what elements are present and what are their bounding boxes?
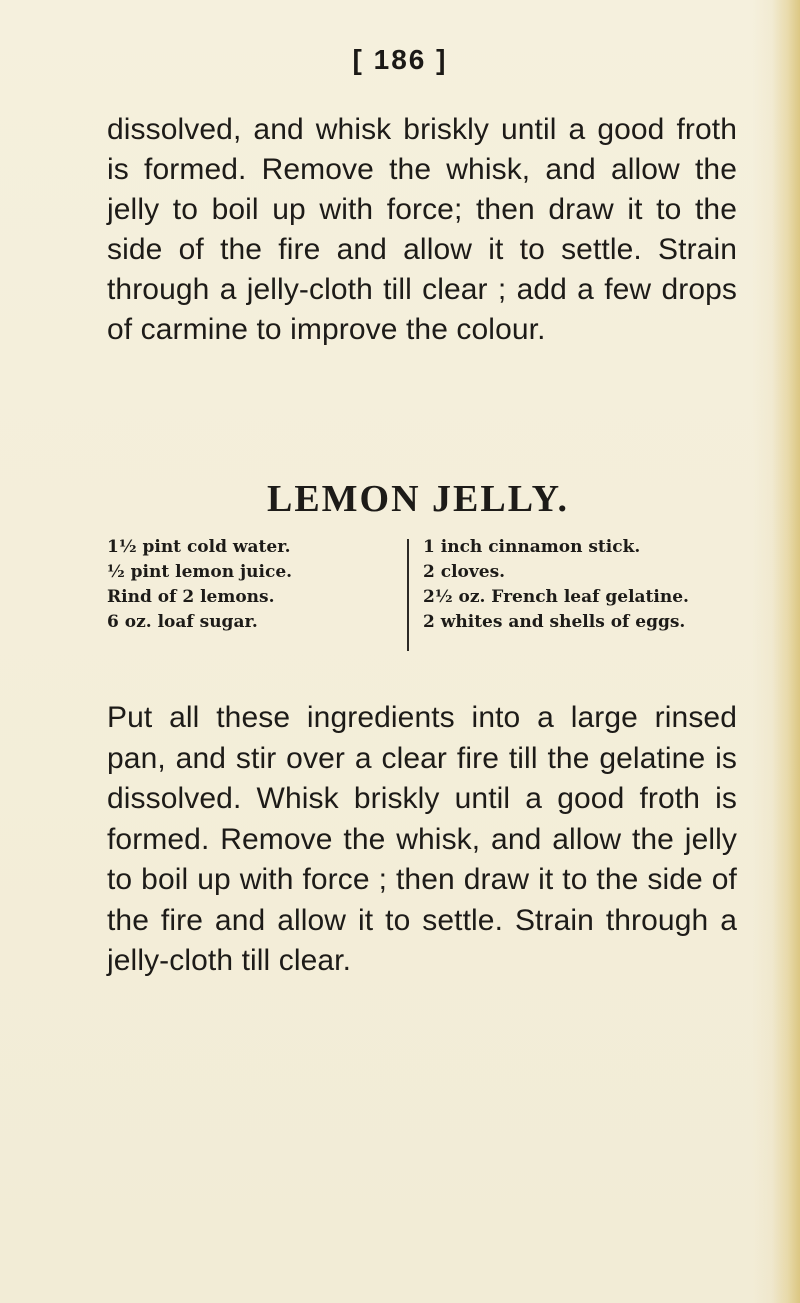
ingredient-item: ½ pint lemon juice. xyxy=(107,562,293,582)
ingredient-item: 2½ oz. French leaf gelatine. xyxy=(423,587,689,607)
ingredient-item: 2 cloves. xyxy=(423,562,506,582)
ingredient-item: 6 oz. loaf sugar. xyxy=(107,612,258,632)
recipe-method: Put all these ingredients into a large rinsed pan, and stir over a clear fire till the gelatine is dissolved. Whisk briskly until a good froth is formed. Remove the whisk, and allow the jelly to boil up with force ; then draw it to the side of the fire and allow it to settle. Strain through a jelly-cloth till clear. xyxy=(107,701,737,977)
ingredients-left-column xyxy=(107,535,387,635)
column-divider xyxy=(407,539,409,651)
ingredient-item: 2 whites and shells of eggs. xyxy=(423,612,686,632)
page-number: [ 186 ] xyxy=(352,44,448,75)
recipe-title: LEMON JELLY. xyxy=(266,478,570,520)
ingredients-right-column xyxy=(423,535,723,635)
page-edge-shading xyxy=(772,0,800,1303)
ingredient-item: Rind of 2 lemons. xyxy=(107,587,275,607)
continued-paragraph: dissolved, and whisk briskly until a good froth is formed. Remove the whisk, and allow the jelly to boil up with force; then draw it to the side of the fire and allow it to settle. Strain through a jelly-cloth till clear ; add a few drops of carmine to improve the colour. xyxy=(107,113,737,346)
ingredient-item: 1 inch cinnamon stick. xyxy=(423,537,641,557)
ingredient-item: 1½ pint cold water. xyxy=(107,537,291,557)
